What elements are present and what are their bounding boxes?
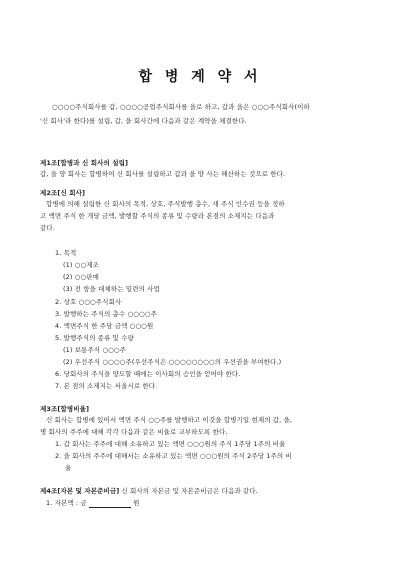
intro-line-2: '신 회사'라 한다)를 설립, 갑, 을 회사간에 다음과 같은 계약을 체결한다. — [40, 117, 247, 125]
article2-item: (3) 전 항을 대체하는 일련의 사업 — [63, 285, 160, 293]
article3-heading: 제3조[합병비율] — [40, 405, 90, 413]
article4-item — [46, 499, 139, 508]
article2-line-3: 같다. — [40, 224, 55, 232]
article3-item: 2. 을 회사의 주주에 대해서는 소유하고 있는 액면 ○○○원의 주식 2주당 1주의 비 — [55, 452, 292, 460]
article2-item: (2) ○○판매 — [63, 273, 99, 281]
article2-item: 7. 본 점의 소재지는 서울시로 한다. — [55, 382, 158, 390]
article2-item: 1. 목적 — [55, 249, 77, 257]
article4-heading: 제4조[자본 및 자본준비금] — [40, 487, 120, 495]
article2-item: (1) 보통주식 ○○○주 — [63, 346, 127, 354]
article2-item: (2) 우선주식 ○○○○주(우선주식은 ○○○○○○○○의 우선권을 부여한다.) — [63, 358, 282, 366]
article1-heading: 제1조[합병과 신 회사의 설립] — [40, 159, 129, 167]
article3-item: 율 — [65, 464, 72, 472]
article2-line-2: 고 액면 주식 한 개당 금액, 발행할 주식의 종류 및 수량과 본점의 소재지는 다음과 — [40, 212, 275, 220]
capital-amount-blank — [89, 500, 131, 508]
capital-label: 1. 자본액 : 금 — [46, 499, 87, 507]
article4-line — [40, 487, 258, 496]
article2-item: 3. 발행하는 주식의 총수 ○○○○주 — [55, 310, 157, 318]
article2-item: 2. 상호 ○○○주식회사 — [55, 298, 122, 306]
capital-unit: 원 — [133, 499, 140, 507]
document-title: 합 병 계 약 서 — [138, 69, 262, 85]
article2-item: (1) ○○제조 — [63, 261, 99, 269]
article3-item: 1. 갑 회사는 주주에 대해 소유하고 있는 액면 ○○○원의 주식 1주당 1주의 비율 — [55, 440, 286, 448]
intro-line-1: ○○○○주식회사를 갑, ○○○○공업주식회사를 을로 하고, 갑과 을은 ○○○주식회사(이하 — [52, 103, 310, 111]
article2-item: 6. 당회사의 주식을 양도할 때에는 이사회의 승인을 얻어야 한다. — [55, 370, 241, 378]
article2-line-1: 합병에 의해 설립한 신 회사의 목적, 상호, 주식발행 총수, 새 주식 인수권 등을 정하 — [46, 200, 285, 208]
article2-heading: 제2조[신 회사] — [40, 189, 86, 197]
article1-line: 갑, 을 양 회사는 합병하여 신 회사를 설립하고 갑과 을 양 사는 해산하는 것으로 한다. — [40, 170, 286, 178]
article3-line-2: 병 회사의 주주에 대해 각각 다음과 같은 비율로 교부하도록 한다. — [40, 428, 228, 436]
article3-line-1: 신 회사는 합병에 있어서 액면 주식 ○○주를 발행하고 이것을 합병기일 현재의 갑, 을, — [46, 416, 292, 424]
article2-item: 4. 액면주식 한 주당 금액 ○○○원 — [55, 322, 154, 330]
article2-item: 5. 발행주식의 종류 및 수량 — [55, 334, 134, 342]
article4-heading-rest: 신 회사의 자본금 및 자본준비금은 다음과 같다. — [121, 487, 258, 495]
